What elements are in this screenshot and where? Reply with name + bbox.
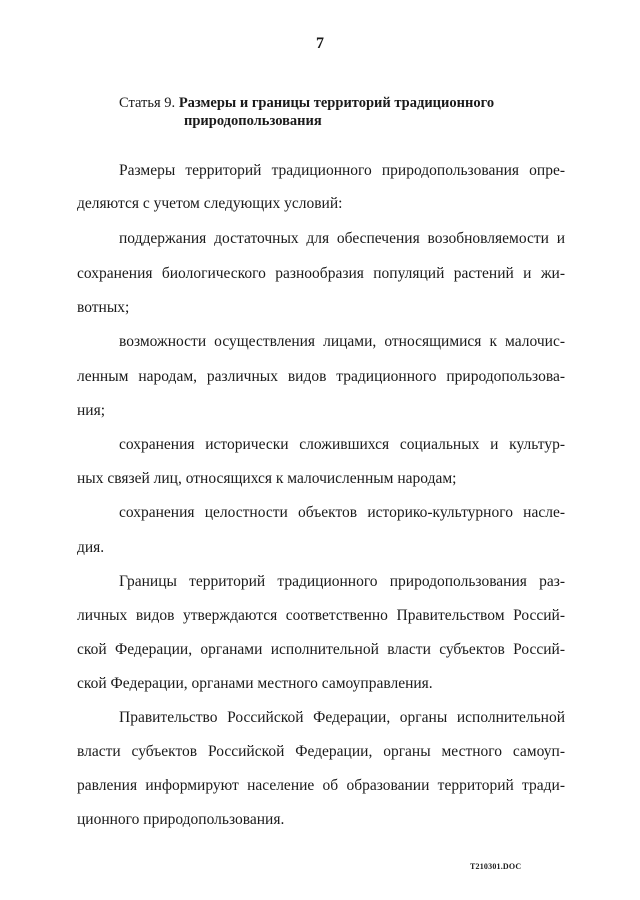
article-heading bbox=[119, 94, 549, 130]
text-line: вотных; bbox=[77, 299, 130, 316]
text-line: возможности осуществления лицами, относящимися к малочис- bbox=[119, 333, 565, 350]
text-line: ния; bbox=[77, 402, 106, 419]
text-line: деляются с учетом следующих условий: bbox=[77, 195, 343, 212]
text-line: власти субъектов Российской Федерации, органы местного самоуп- bbox=[77, 743, 565, 760]
text-line: дия. bbox=[77, 539, 105, 556]
text-line: Размеры территорий традиционного природопользования опре- bbox=[119, 162, 565, 179]
text-line: ской Федерации, органами исполнительной власти субъектов Россий- bbox=[77, 641, 565, 658]
article-title: Размеры и границы территорий традиционного bbox=[178, 95, 495, 111]
text-line: ленным народам, различных видов традиционного природопользова- bbox=[77, 368, 565, 385]
article-title-continuation: природопользования bbox=[184, 113, 322, 129]
text-line: сохранения исторически сложившихся социальных и культур- bbox=[119, 436, 565, 453]
text-line: ской Федерации, органами местного самоуправления. bbox=[77, 675, 433, 692]
text-line: сохранения целостности объектов историко-культурного насле- bbox=[119, 504, 565, 521]
article-label: Статья 9. bbox=[119, 95, 176, 111]
text-line: ных связей лиц, относящихся к малочисленным народам; bbox=[77, 470, 457, 487]
article-heading-line1 bbox=[119, 94, 549, 112]
text-line: Правительство Российской Федерации, органы исполнительной bbox=[119, 709, 565, 726]
text-line: ционного природопользования. bbox=[77, 811, 285, 828]
text-line: личных видов утверждаются соответственно Правительством Россий- bbox=[77, 607, 565, 624]
document-footer-filename: T210301.DOC bbox=[470, 862, 522, 871]
text-line: Границы территорий традиционного природопользования раз- bbox=[119, 573, 565, 590]
page-number: 7 bbox=[316, 35, 324, 52]
text-line: сохранения биологического разнообразия популяций растений и жи- bbox=[77, 265, 565, 282]
text-line: поддержания достаточных для обеспечения возобновляемости и bbox=[119, 230, 565, 247]
text-line: равления информируют население об образовании территорий тради- bbox=[77, 777, 565, 794]
